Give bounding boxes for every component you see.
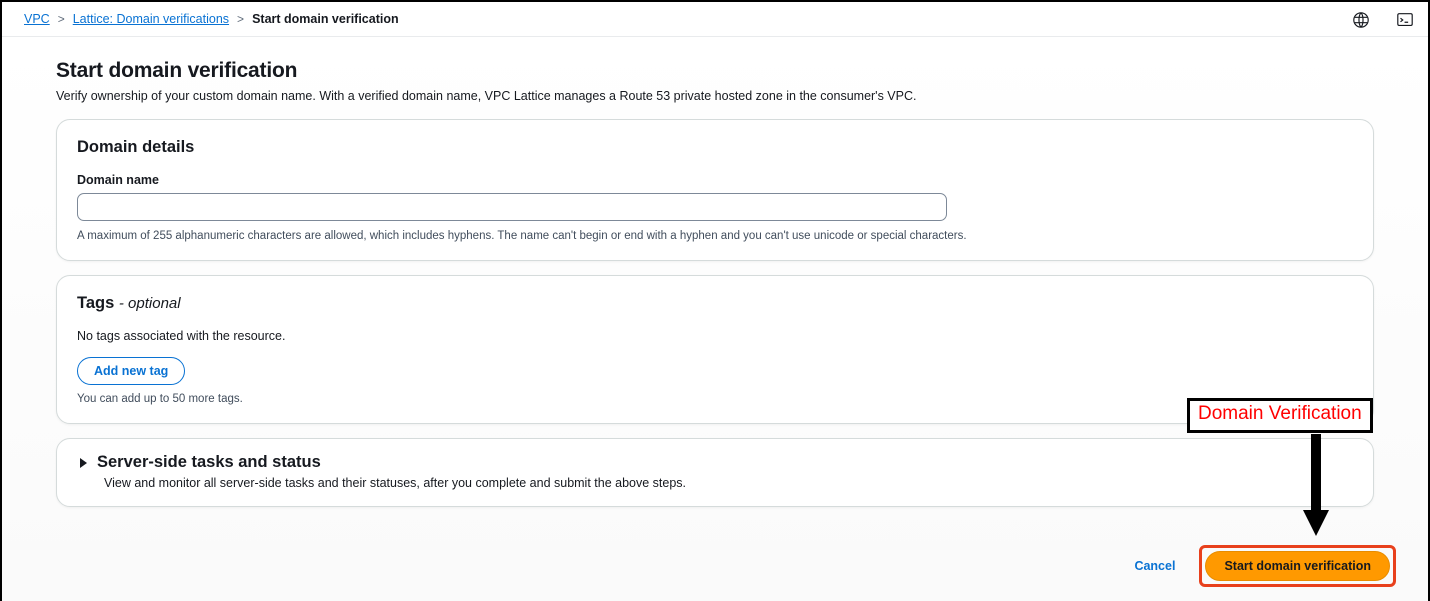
tags-section [56,275,1374,424]
domain-name-hint: A maximum of 255 alphanumeric characters are allowed, which includes hyphens. The name can't begin or end with a hyphen and you can't use unicode or special characters. [77,230,967,242]
server-side-tasks-title: Server-side tasks and status [97,453,321,471]
tags-limit-hint: You can add up to 50 more tags. [77,393,243,405]
chevron-right-icon [80,458,87,468]
page-body [2,37,1428,601]
domain-name-input[interactable] [77,193,947,221]
domain-details-heading: Domain details [77,138,195,156]
domain-name-label: Domain name [77,173,159,187]
globe-region-icon[interactable] [1352,11,1370,29]
submit-highlight-box [1199,545,1396,587]
breadcrumb-separator: > [57,12,65,26]
breadcrumb-item-vpc[interactable]: VPC [24,12,50,26]
cancel-button[interactable]: Cancel [1134,559,1176,573]
add-new-tag-button[interactable]: Add new tag [77,357,185,385]
cloudshell-terminal-icon[interactable] [1396,11,1414,29]
tags-heading-text: Tags [77,294,115,312]
domain-details-section [56,119,1374,261]
breadcrumb [24,12,399,26]
annotation-label: Domain Verification [1198,403,1362,424]
server-side-tasks-section[interactable] [56,438,1374,507]
topbar-actions [1352,2,1414,37]
page-title: Start domain verification [56,59,298,82]
tags-heading-optional: - optional [118,295,181,312]
tags-heading [77,294,1353,313]
breadcrumb-item-domain-verifications[interactable]: Lattice: Domain verifications [72,12,230,26]
annotation-callout [1187,398,1373,433]
annotation-arrow-icon [1302,434,1330,538]
server-side-tasks-toggle[interactable] [77,453,1353,472]
form-actions [1128,545,1396,587]
server-side-tasks-description: View and monitor all server-side tasks and their statuses, after you complete and submit the above steps. [104,476,687,490]
breadcrumb-bar [2,2,1428,37]
breadcrumb-separator: > [237,12,245,26]
page-description: Verify ownership of your custom domain name. With a verified domain name, VPC Lattice manages a Route 53 private hosted zone in the consumer's VPC. [56,89,917,103]
start-domain-verification-button[interactable]: Start domain verification [1205,551,1390,581]
breadcrumb-item-current: Start domain verification [252,12,399,26]
tags-empty-text: No tags associated with the resource. [77,329,286,343]
